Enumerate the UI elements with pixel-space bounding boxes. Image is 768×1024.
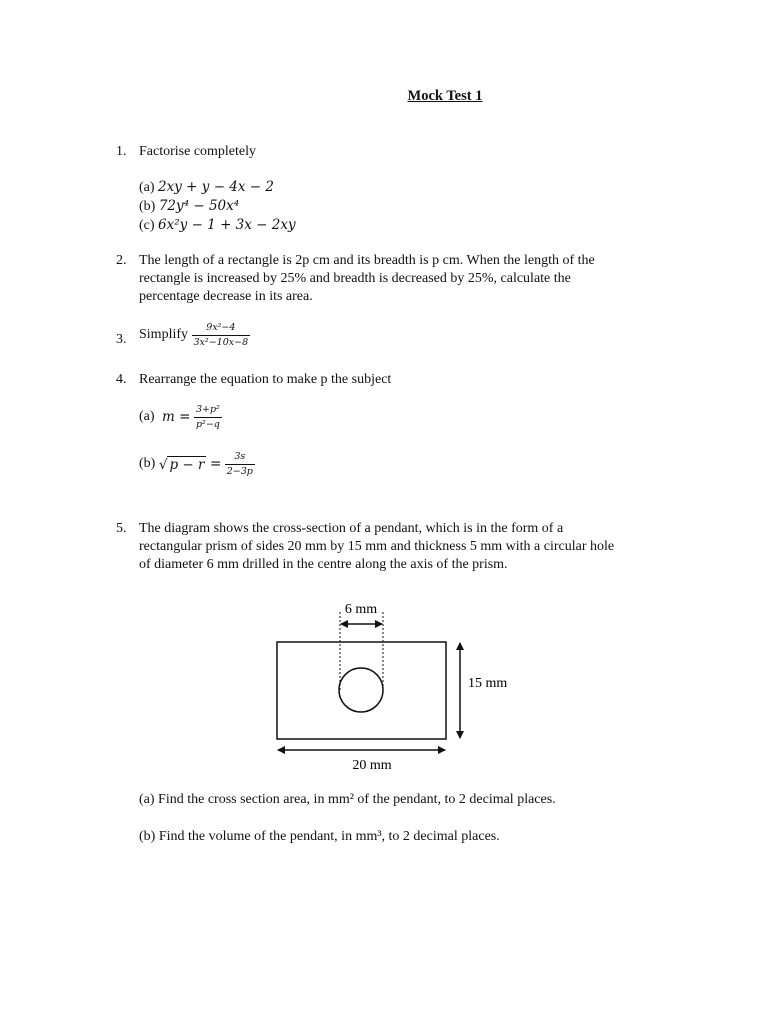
q1-b-expression: 72y⁴ − 50x⁴ [158,198,240,214]
q1-c-expression: 6x²y − 1 + 3x − 2xy [158,217,296,233]
q1-c-label: (c) [139,218,155,233]
q1-text: Factorise completely [139,144,257,159]
q4-text: Rearrange the equation to make p the subject [139,372,392,387]
q3-denominator: 3x²−10x−8 [193,336,249,348]
q5-number: 5. [116,521,127,536]
q3-numerator: 9x²−4 [192,323,251,336]
q3-text: Simplify [139,327,189,342]
pendant-hole-circle [339,668,383,712]
q1-b-label: (b) [139,199,156,214]
q2-number: 2. [116,253,127,268]
q5-part-a: (a) Find the cross section area, in mm² of the pendant, to 2 decimal places. [139,792,556,807]
q1-number: 1. [116,144,127,159]
q4-b-radicand: p − r [169,456,205,473]
q2-line-3: percentage decrease in its area. [139,289,313,304]
page-title: Mock Test 1 [407,88,483,104]
hole-dimension-label: 6 mm [344,602,378,617]
q2-line-2: rectangle is increased by 25% and breadth is decreased by 25%, calculate the [139,271,571,286]
q5-part-b: (b) Find the volume of the pendant, in mm³, to 2 decimal places. [139,829,500,844]
width-dimension-label: 20 mm [352,758,392,773]
q4-a-denominator: p²−q [195,418,220,430]
q4-number: 4. [116,372,127,387]
q4-b-label: (b) [139,456,156,471]
q2-line-1: The length of a rectangle is 2p cm and its breadth is p cm. When the length of the [139,253,595,268]
radical-sign-icon: √ [158,456,168,473]
q4-a-label: (a) [139,409,155,424]
q3-number: 3. [116,332,127,347]
q5-line-2: rectangular prism of sides 20 mm by 15 mm and thickness 5 mm with a circular hole [139,539,615,554]
q4-a-numerator: 3+p² [194,405,222,418]
height-dimension-label: 15 mm [468,676,508,691]
q1-a-expression: 2xy + y − 4x − 2 [158,179,274,195]
q5-line-3: of diameter 6 mm drilled in the centre along the axis of the prism. [139,557,508,572]
q4-b-numerator: 3s [225,452,255,465]
q1-a-label: (a) [139,180,155,195]
q4-b-equals: = [209,456,222,472]
q4-b-denominator: 2−3p [226,465,253,477]
q5-line-1: The diagram shows the cross-section of a pendant, which is in the form of a [139,521,564,536]
q4-a-lhs: m = [162,409,191,425]
pendant-rectangle [277,642,446,739]
